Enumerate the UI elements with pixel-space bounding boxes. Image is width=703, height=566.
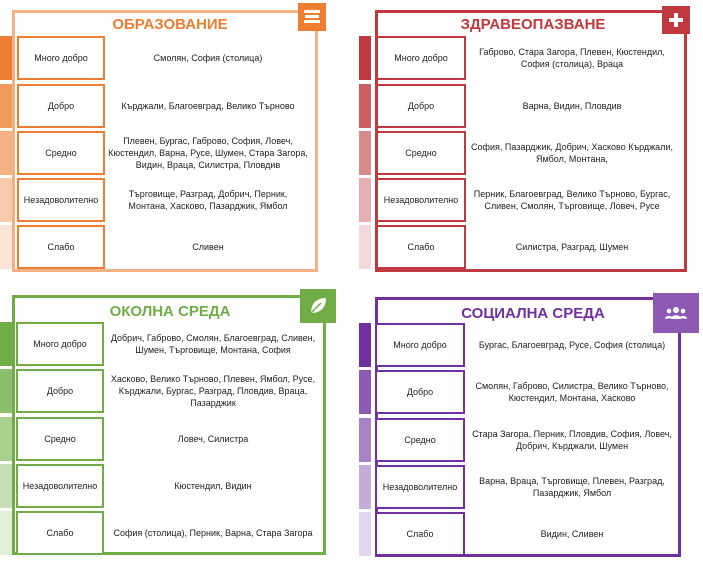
rating-color-bar bbox=[0, 322, 12, 366]
panel-healthcare bbox=[355, 0, 703, 283]
rating-label: Средно bbox=[376, 131, 466, 175]
rating-color-bar bbox=[359, 36, 371, 80]
rating-districts: Видин, Сливен bbox=[540, 529, 604, 539]
rating-districts: Варна, Видин, Пловдив bbox=[522, 101, 622, 111]
rating-label: Незадоволително bbox=[16, 464, 104, 508]
rating-districts: Смолян, Габрово, Силистра, Велико Търново, Кюстендил, Монтана, Хасково bbox=[475, 381, 669, 403]
panel-title: СОЦИАЛНА СРЕДА bbox=[461, 305, 605, 322]
rating-color-bar bbox=[359, 418, 371, 462]
rating-color-bar bbox=[0, 131, 12, 175]
rating-color-bar bbox=[0, 511, 12, 555]
rating-districts: София (столица), Перник, Варна, Стара Загора bbox=[113, 528, 313, 538]
rating-color-bar bbox=[359, 84, 371, 128]
rating-label: Слабо bbox=[16, 511, 104, 555]
rating-color-bar bbox=[359, 370, 371, 414]
rating-color-bar bbox=[0, 369, 12, 413]
rating-label: Слабо bbox=[375, 512, 465, 556]
rating-label: Добро bbox=[376, 84, 466, 128]
rating-label: Много добро bbox=[17, 36, 105, 80]
rating-label: Средно bbox=[375, 418, 465, 462]
rating-color-bar bbox=[0, 178, 12, 222]
rating-color-bar bbox=[359, 178, 371, 222]
rating-label: Средно bbox=[17, 131, 105, 175]
rating-districts: Добрич, Габрово, Смолян, Благоевград, Сливен, Шумен, Търговище, Монтана, София bbox=[110, 333, 316, 355]
rating-color-bar bbox=[0, 225, 12, 269]
panel-education bbox=[0, 0, 352, 283]
rating-color-bar bbox=[359, 512, 371, 556]
rating-label: Добро bbox=[17, 84, 105, 128]
rating-districts: Стара Загора, Перник, Пловдив, София, Ловеч, Добрич, Кърджали, Шумен bbox=[472, 429, 672, 451]
rating-districts: Кюстендил, Видин bbox=[174, 481, 252, 491]
leaf-icon bbox=[300, 289, 336, 323]
rating-districts: Сливен bbox=[192, 242, 224, 252]
panel-title: ОКОЛНА СРЕДА bbox=[109, 303, 231, 320]
rating-districts: Варна, Враца, Търговище, Плевен, Разград, Пазарджик, Ямбол bbox=[479, 476, 665, 498]
panel-title: ОБРАЗОВАНИЕ bbox=[112, 16, 228, 33]
rating-label: Много добро bbox=[376, 36, 466, 80]
rating-color-bar bbox=[359, 465, 371, 509]
rating-color-bar bbox=[359, 225, 371, 269]
rating-districts: София, Пазарджик, Добрич, Хасково Кърджали, Ямбол, Монтана, bbox=[471, 142, 673, 164]
rating-color-bar bbox=[359, 323, 371, 367]
rating-label: Незадоволително bbox=[376, 178, 466, 222]
panel-title: ЗДРАВЕОПАЗВАНЕ bbox=[460, 16, 606, 33]
rating-districts: Ловеч, Силистра bbox=[177, 434, 249, 444]
rating-districts: Плевен, Бургас, Габрово, София, Ловеч, Кюстендил, Варна, Русе, Шумен, Стара Загора, Видин, Враца, Силистра, Пловдив bbox=[108, 136, 308, 170]
rating-color-bar bbox=[359, 131, 371, 175]
rating-label: Слабо bbox=[376, 225, 466, 269]
rating-districts: Перник, Благоевград, Велико Търново, Бургас, Сливен, Смолян, Търговище, Ловеч, Русе bbox=[473, 189, 671, 211]
rating-districts: Силистра, Разград, Шумен bbox=[515, 242, 629, 252]
books-icon bbox=[298, 3, 326, 31]
rating-districts: Кърджали, Благоевград, Велико Търново bbox=[121, 101, 295, 111]
rating-color-bar bbox=[0, 417, 12, 461]
rating-label: Слабо bbox=[17, 225, 105, 269]
panel-social bbox=[355, 283, 703, 566]
rating-color-bar bbox=[0, 464, 12, 508]
rating-color-bar bbox=[0, 84, 12, 128]
rating-label: Добро bbox=[16, 369, 104, 413]
medical-cross-icon bbox=[662, 6, 690, 34]
rating-label: Добро bbox=[375, 370, 465, 414]
rating-districts: Търговище, Разград, Добрич, Перник, Монтана, Хасково, Пазарджик, Ямбол bbox=[128, 189, 288, 211]
rating-districts: Бургас, Благоевград, Русе, София (столица) bbox=[478, 340, 666, 350]
rating-districts: Смолян, София (столица) bbox=[153, 53, 263, 63]
rating-label: Средно bbox=[16, 417, 104, 461]
rating-districts: Хасково, Велико Търново, Плевен, Ямбол, Русе, Кърджали, Бургас, Разград, Пловдив, Враца, Пазарджик bbox=[110, 374, 316, 408]
rating-label: Незадоволително bbox=[17, 178, 105, 222]
rating-label: Много добро bbox=[375, 323, 465, 367]
rating-label: Незадоволително bbox=[375, 465, 465, 509]
rating-color-bar bbox=[0, 36, 12, 80]
panel-environment bbox=[0, 283, 352, 566]
rating-districts: Габрово, Стара Загора, Плевен, Кюстендил, София (столица), Враца bbox=[479, 47, 665, 69]
rating-label: Много добро bbox=[16, 322, 104, 366]
